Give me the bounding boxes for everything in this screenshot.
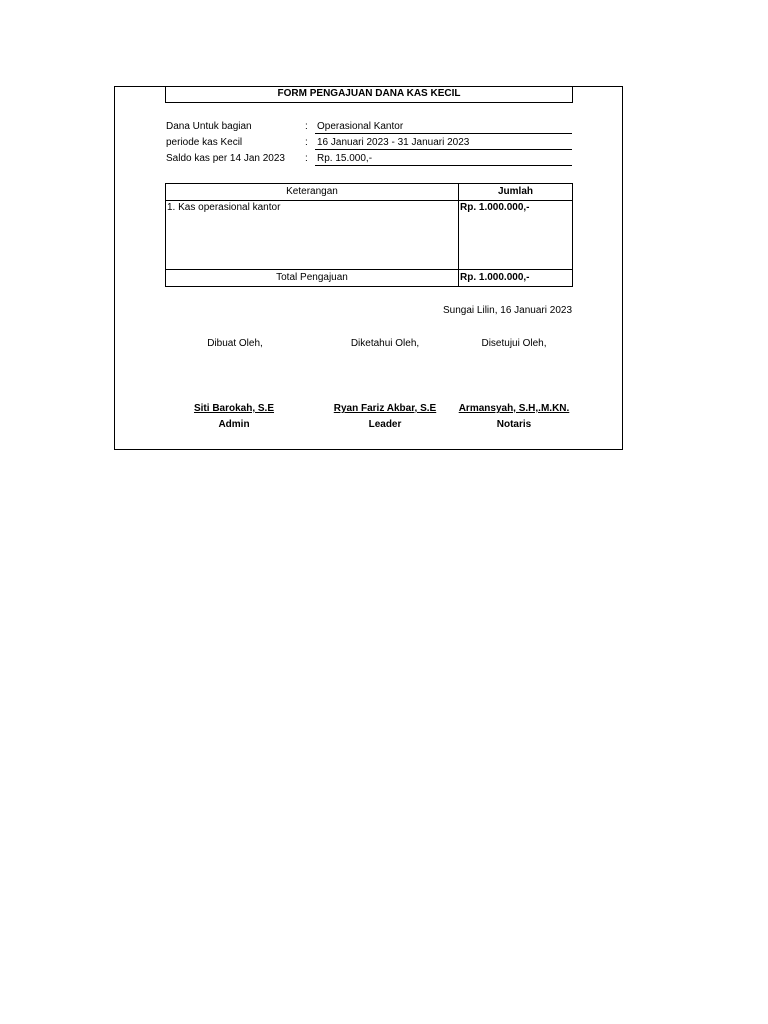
signature-role-maker: Dibuat Oleh, <box>207 338 263 349</box>
signature-name-maker: Siti Barokah, S.E <box>193 403 275 414</box>
row-description: 1. Kas operasional kantor <box>166 201 459 270</box>
signature-name-acknowledger: Ryan Fariz Akbar, S.E <box>333 403 437 414</box>
field-colon-division: : <box>305 121 308 132</box>
signature-role-approver: Disetujui Oleh, <box>481 338 547 349</box>
header-description: Keterangan <box>166 184 459 201</box>
signature-title-maker: Admin <box>218 419 250 430</box>
items-table <box>165 183 573 287</box>
signature-title-approver: Notaris <box>496 419 532 430</box>
table-row <box>166 201 573 270</box>
table-header-row <box>166 184 573 201</box>
total-label: Total Pengajuan <box>166 270 459 287</box>
table-total-row <box>166 270 573 287</box>
total-amount: Rp. 1.000.000,- <box>459 270 573 287</box>
signature-title-acknowledger: Leader <box>368 419 402 430</box>
field-colon-period: : <box>305 137 308 148</box>
field-label-period: periode kas Kecil <box>166 137 243 148</box>
header-amount: Jumlah <box>459 184 573 201</box>
field-colon-balance: : <box>305 153 308 164</box>
signature-role-acknowledger: Diketahui Oleh, <box>350 338 420 349</box>
row-amount: Rp. 1.000.000,- <box>459 201 573 270</box>
field-value-balance: Rp. 15.000,- <box>315 153 572 166</box>
field-label-balance: Saldo kas per 14 Jan 2023 <box>166 153 285 164</box>
place-date: Sungai Lilin, 16 Januari 2023 <box>443 305 572 316</box>
field-value-division: Operasional Kantor <box>315 121 572 134</box>
field-label-division: Dana Untuk bagian <box>166 121 252 132</box>
field-value-period: 16 Januari 2023 - 31 Januari 2023 <box>315 137 572 150</box>
form-title: FORM PENGAJUAN DANA KAS KECIL <box>165 86 573 103</box>
signature-name-approver: Armansyah, S.H,.M.KN. <box>458 403 570 414</box>
